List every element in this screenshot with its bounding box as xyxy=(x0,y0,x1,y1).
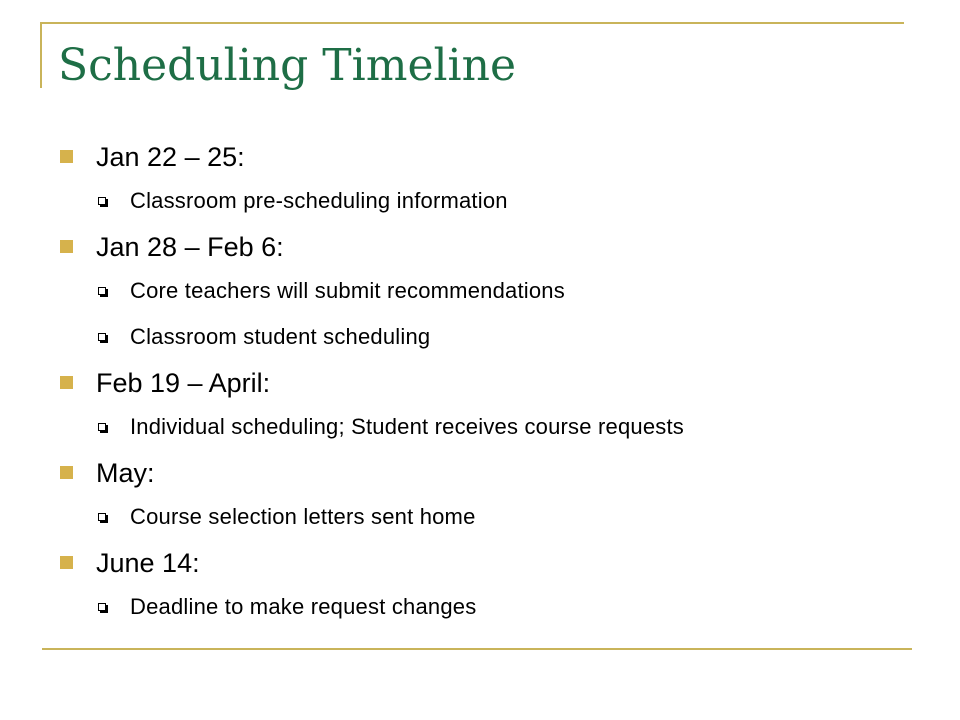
slide-title: Scheduling Timeline xyxy=(58,40,517,91)
square-bullet-icon xyxy=(60,150,73,163)
hollow-square-bullet-icon xyxy=(98,603,106,611)
timeline-date: Feb 19 – April: xyxy=(96,368,271,398)
timeline-date: June 14: xyxy=(96,548,200,578)
timeline-date: Jan 28 – Feb 6: xyxy=(96,232,284,262)
top-rule xyxy=(42,22,904,24)
timeline-date: May: xyxy=(96,458,155,488)
list-item xyxy=(0,225,960,269)
hollow-square-bullet-icon xyxy=(98,423,106,431)
square-bullet-icon xyxy=(60,556,73,569)
hollow-square-bullet-icon xyxy=(98,287,106,295)
square-bullet-icon xyxy=(60,376,73,389)
timeline-detail: Course selection letters sent home xyxy=(130,504,476,529)
list-subitem xyxy=(0,269,960,315)
list-item xyxy=(0,541,960,585)
list-subitem xyxy=(0,405,960,451)
left-rule xyxy=(40,22,42,88)
hollow-square-bullet-icon xyxy=(98,333,106,341)
bullet-list xyxy=(0,135,960,631)
list-subitem xyxy=(0,585,960,631)
timeline-detail: Individual scheduling; Student receives course requests xyxy=(130,414,684,439)
timeline-item xyxy=(0,541,960,631)
list-item xyxy=(0,135,960,179)
timeline-detail: Deadline to make request changes xyxy=(130,594,477,619)
hollow-square-bullet-icon xyxy=(98,197,106,205)
hollow-square-bullet-icon xyxy=(98,513,106,521)
timeline-detail: Core teachers will submit recommendations xyxy=(130,278,565,303)
square-bullet-icon xyxy=(60,466,73,479)
timeline-item xyxy=(0,225,960,361)
timeline-date: Jan 22 – 25: xyxy=(96,142,245,172)
timeline-item xyxy=(0,451,960,541)
timeline-detail: Classroom pre-scheduling information xyxy=(130,188,508,213)
list-item xyxy=(0,451,960,495)
list-subitem xyxy=(0,179,960,225)
list-subitem xyxy=(0,315,960,361)
list-subitem xyxy=(0,495,960,541)
bottom-rule xyxy=(42,648,912,650)
list-item xyxy=(0,361,960,405)
square-bullet-icon xyxy=(60,240,73,253)
timeline-item xyxy=(0,361,960,451)
timeline-item xyxy=(0,135,960,225)
timeline-detail: Classroom student scheduling xyxy=(130,324,431,349)
